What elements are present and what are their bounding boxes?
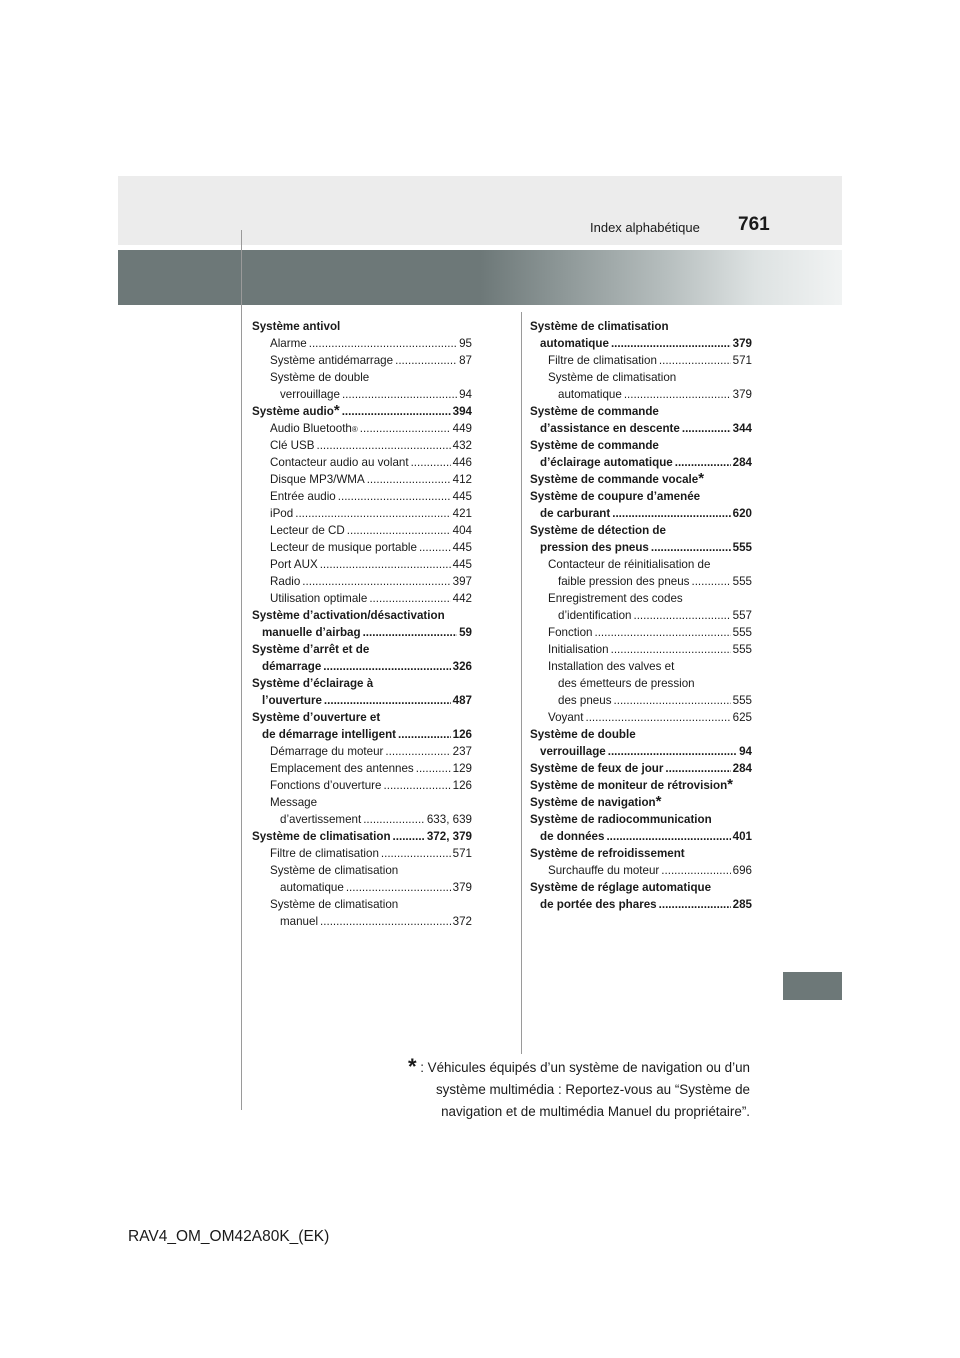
dot-leader: [393, 828, 425, 845]
index-entry-page: 571: [452, 847, 472, 860]
index-entry-text: Système antidémarrage: [270, 354, 394, 367]
index-entry: [530, 811, 752, 828]
dot-leader: [691, 573, 730, 590]
index-entry-text: Système de radiocommunication: [530, 813, 712, 826]
index-entry-text: Surchauffe du moteur: [548, 864, 660, 877]
index-entry-page: 555: [732, 626, 752, 639]
index-entry-page: 372, 379: [426, 830, 472, 843]
index-entry: [530, 454, 752, 471]
index-entry: [530, 760, 752, 777]
index-entry-text: Système de climatisation: [252, 830, 391, 843]
index-entry-text: Démarrage du moteur: [270, 745, 384, 758]
index-entry: [530, 318, 752, 335]
index-entry-text: Système de climatisation: [548, 371, 677, 384]
dot-leader: [665, 760, 730, 777]
index-entry-text: Système de double: [530, 728, 636, 741]
index-entry-text: Système de feux de jour: [530, 762, 664, 775]
index-entry: [252, 828, 472, 845]
section-title: Index alphabétique: [590, 220, 700, 235]
index-entry: [252, 335, 472, 352]
index-entry-page: 625: [732, 711, 752, 724]
index-entry: [252, 369, 472, 386]
index-entry: [252, 896, 472, 913]
index-entry-text: Système d’ouverture et: [252, 711, 381, 724]
index-entry-text: Système de commande: [530, 405, 659, 418]
document-code: RAV4_OM_OM42A80K_(EK): [128, 1228, 330, 1245]
footnote-line-2: système multimédia : Reportez-vous au “Système de: [435, 1082, 750, 1097]
index-entry-page: 94: [739, 745, 752, 758]
index-entry-page: 397: [452, 575, 472, 588]
index-entry-page: 126: [452, 779, 472, 792]
index-entry-text: Lecteur de CD: [270, 524, 345, 537]
index-entry: [252, 726, 472, 743]
index-entry: [252, 556, 472, 573]
index-entry-text: Lecteur de musique portable: [270, 541, 417, 554]
header-band: [118, 176, 842, 245]
index-entry-page: 571: [732, 354, 752, 367]
index-entry: [252, 641, 472, 658]
dot-leader: [367, 471, 451, 488]
dot-leader: [633, 607, 730, 624]
index-entry-text: de carburant: [540, 507, 611, 520]
index-entry: [252, 624, 472, 641]
dot-leader: [416, 760, 451, 777]
index-entry-text: Fonctions d’ouverture: [270, 779, 382, 792]
footnote-star-icon: *: [407, 1054, 417, 1079]
index-entry-page: 285: [732, 898, 752, 911]
index-entry: [530, 437, 752, 454]
index-entry-text: Système d’arrêt et de: [252, 643, 370, 656]
index-entry-text: Clé USB: [270, 439, 315, 452]
index-entry: [252, 743, 472, 760]
index-entry: [530, 879, 752, 896]
index-entry: [252, 692, 472, 709]
footnote: [330, 1056, 750, 1123]
index-entry: [252, 879, 472, 896]
index-entry: Système de moniteur de rétrovision *: [530, 776, 733, 793]
index-entry-text: l’ouverture: [262, 694, 322, 707]
index-entry-page: 446: [452, 456, 472, 469]
index-entry-page: 394: [452, 405, 472, 418]
index-entry-page: 449: [452, 422, 472, 435]
index-entry-text: Système audio: [252, 405, 334, 418]
index-entry-page: 633, 639: [426, 813, 472, 826]
index-entry: [530, 386, 752, 403]
index-entry-page: 95: [459, 337, 472, 350]
dot-leader: [585, 709, 730, 726]
dot-leader: [608, 743, 737, 760]
index-entry-text: Système d’activation/désactivation: [252, 609, 445, 622]
index-entry-page: 326: [452, 660, 472, 673]
index-entry: [252, 777, 472, 794]
index-entry: [252, 318, 472, 335]
index-entry-page: 379: [732, 388, 752, 401]
index-entry-page: 379: [452, 881, 472, 894]
index-entry: [530, 420, 752, 437]
index-entry-text: d’assistance en descente: [540, 422, 680, 435]
index-entry: [530, 624, 752, 641]
index-entry-page: 401: [732, 830, 752, 843]
page-number: 761: [738, 214, 770, 235]
dot-leader: [295, 505, 450, 522]
index-entry-text: Système de coupure d’amenée: [530, 490, 701, 503]
index-entry: [530, 658, 752, 675]
dot-leader: [347, 522, 451, 539]
index-entry: [252, 573, 472, 590]
index-entry-page: 284: [732, 456, 752, 469]
dot-leader: [659, 896, 731, 913]
index-entry: [252, 454, 472, 471]
index-entry-text: Emplacement des antennes: [270, 762, 414, 775]
index-entry-text: manuel: [280, 915, 319, 928]
index-entry-text: verrouillage: [280, 388, 340, 401]
index-column-right: [530, 318, 752, 913]
dot-leader: [381, 845, 451, 862]
index-entry-page: 284: [732, 762, 752, 775]
index-entry-page: 372: [452, 915, 472, 928]
dot-leader: [659, 352, 731, 369]
index-column-left: [252, 318, 472, 930]
dot-leader: [324, 692, 451, 709]
index-entry-page: 620: [732, 507, 752, 520]
index-entry: [530, 641, 752, 658]
index-entry: [530, 403, 752, 420]
footnote-line-1: * : Véhicules équipés d’un système de navigation ou d’un: [407, 1054, 750, 1079]
index-entry: [530, 896, 752, 913]
index-entry: [530, 607, 752, 624]
dot-leader: [594, 624, 730, 641]
dot-leader: [320, 556, 451, 573]
index-entry: [252, 471, 472, 488]
index-entry-page: 696: [732, 864, 752, 877]
index-entry-page: 59: [459, 626, 472, 639]
index-entry-text: Système d’éclairage à: [252, 677, 374, 690]
index-entry: [530, 862, 752, 879]
index-entry-page: 404: [452, 524, 472, 537]
index-entry-text: pression des pneus: [540, 541, 649, 554]
index-entry: [252, 675, 472, 692]
index-entry-text: démarrage: [262, 660, 322, 673]
dot-leader: [342, 386, 457, 403]
left-margin-rule: [241, 230, 242, 1110]
index-entry-page: 412: [452, 473, 472, 486]
index-entry-page: 344: [732, 422, 752, 435]
index-entry: [530, 675, 752, 692]
header-gradient-band: [118, 250, 842, 305]
dot-leader: [384, 777, 451, 794]
index-entry: [252, 760, 472, 777]
index-entry-text: Voyant: [548, 711, 584, 724]
dot-leader: [346, 879, 451, 896]
dot-leader: [419, 539, 451, 556]
index-entry: [530, 352, 752, 369]
index-entry: [252, 913, 472, 930]
index-entry-text: Système de commande vocale: [530, 473, 699, 486]
index-entry-text: Initialisation: [548, 643, 609, 656]
dot-leader: [606, 828, 730, 845]
dot-leader: [342, 403, 451, 420]
index-entry: Système de commande vocale *: [530, 470, 705, 487]
index-entry: [252, 794, 472, 811]
index-entry-text: verrouillage: [540, 745, 606, 758]
index-entry-page: 442: [452, 592, 472, 605]
index-entry-text: Entrée audio: [270, 490, 336, 503]
dot-leader: [614, 692, 731, 709]
index-entry: [252, 352, 472, 369]
dot-leader: [309, 335, 457, 352]
index-entry-text: Système de navigation: [530, 796, 656, 809]
dot-leader: [611, 641, 731, 658]
index-entry-text: Installation des valves et: [548, 660, 675, 673]
index-entry-text: Système de double: [270, 371, 370, 384]
index-entry-page: 126: [452, 728, 472, 741]
registered-mark-icon: ®: [351, 425, 358, 434]
index-entry-text: d’avertissement: [280, 813, 362, 826]
footnote-line-3: navigation et de multimédia Manuel du propriétaire”.: [441, 1104, 750, 1119]
index-entry: [530, 828, 752, 845]
index-entry-text: Système de refroidissement: [530, 847, 685, 860]
index-entry: [252, 709, 472, 726]
dot-leader: [360, 420, 451, 437]
index-entry-text: manuelle d’airbag: [262, 626, 361, 639]
index-entry-page: 129: [452, 762, 472, 775]
dot-leader: [363, 624, 458, 641]
dot-leader: [661, 862, 730, 879]
index-entry-text: Alarme: [270, 337, 307, 350]
dot-leader: [316, 437, 450, 454]
index-entry: Système de navigation *: [530, 793, 662, 810]
index-entry: [252, 658, 472, 675]
index-entry: [530, 539, 752, 556]
index-entry: [252, 386, 472, 403]
dot-leader: [338, 488, 451, 505]
index-entry-page: 555: [732, 575, 752, 588]
index-entry-text: Message: [270, 796, 318, 809]
dot-leader: [302, 573, 450, 590]
dot-leader: [385, 743, 450, 760]
index-entry-text: Contacteur audio au volant: [270, 456, 409, 469]
index-entry-text: de démarrage intelligent: [262, 728, 397, 741]
index-entry-page: 555: [732, 643, 752, 656]
index-entry: [252, 437, 472, 454]
index-entry: [530, 573, 752, 590]
index-entry-page: 421: [452, 507, 472, 520]
index-entry: [530, 335, 752, 352]
index-entry-text: Fonction: [548, 626, 593, 639]
index-entry: [252, 505, 472, 522]
index-entry: [252, 845, 472, 862]
index-entry-text: Système de climatisation: [270, 898, 399, 911]
index-entry-text: automatique: [280, 881, 344, 894]
index-entry-text: Filtre de climatisation: [270, 847, 379, 860]
index-entry-text: Audio Bluetooth: [270, 422, 352, 435]
dot-leader: [611, 335, 731, 352]
index-entry-text: Utilisation optimale: [270, 592, 368, 605]
index-entry-text: d’identification: [558, 609, 632, 622]
index-entry-text: Radio: [270, 575, 301, 588]
index-entry-text: automatique: [558, 388, 622, 401]
index-entry-text: Disque MP3/WMA: [270, 473, 365, 486]
index-entry-text: Enregistrement des codes: [548, 592, 683, 605]
index-entry: [252, 488, 472, 505]
index-entry: [530, 743, 752, 760]
index-entry: [530, 522, 752, 539]
index-entry: [530, 488, 752, 505]
index-entry: [530, 845, 752, 862]
index-entry-page: 379: [732, 337, 752, 350]
index-entry-page: 237: [452, 745, 472, 758]
dot-leader: [682, 420, 731, 437]
index-entry: [252, 420, 472, 437]
index-entry-text: automatique: [540, 337, 609, 350]
index-entry-text: Système de détection de: [530, 524, 666, 537]
dot-leader: [675, 454, 731, 471]
index-entry-page: 445: [452, 490, 472, 503]
index-entry-text: Port AUX: [270, 558, 318, 571]
dot-leader: [369, 590, 450, 607]
index-entry-page: 445: [452, 541, 472, 554]
dot-leader: [395, 352, 457, 369]
index-entry-text: Système de moniteur de rétrovision: [530, 779, 728, 792]
index-entry: [252, 607, 472, 624]
dot-leader: [651, 539, 731, 556]
index-entry-text: de données: [540, 830, 605, 843]
dot-leader: [624, 386, 731, 403]
index-entry-text: des pneus: [558, 694, 612, 707]
index-entry-text: Système de climatisation: [530, 320, 669, 333]
dot-leader: [363, 811, 425, 828]
index-entry-text: Système de réglage automatique: [530, 881, 712, 894]
index-entry-text: Système de climatisation: [270, 864, 399, 877]
index-entry: Système audio * ..... 394: [252, 403, 472, 420]
index-entry-text: de portée des phares: [540, 898, 657, 911]
index-entry-text: Système antivol: [252, 320, 341, 333]
index-entry-page: 87: [459, 354, 472, 367]
index-entry-page: 94: [459, 388, 472, 401]
index-entry-page: 557: [732, 609, 752, 622]
dot-leader: [323, 658, 450, 675]
index-entry-text: Filtre de climatisation: [548, 354, 657, 367]
index-entry-page: 487: [452, 694, 472, 707]
index-entry: [530, 556, 752, 573]
index-entry: [530, 709, 752, 726]
index-entry-page: 445: [452, 558, 472, 571]
index-entry-page: 555: [732, 694, 752, 707]
index-entry: [252, 862, 472, 879]
chapter-tab-marker: [783, 972, 842, 1000]
column-divider: [521, 312, 522, 1054]
index-entry: [530, 692, 752, 709]
dot-leader: [411, 454, 451, 471]
index-entry: [530, 590, 752, 607]
index-entry: [530, 726, 752, 743]
dot-leader: [612, 505, 730, 522]
index-entry: [252, 811, 472, 828]
index-entry-text: des émetteurs de pression: [558, 677, 695, 690]
index-entry: [252, 590, 472, 607]
index-entry-text: iPod: [270, 507, 294, 520]
index-entry-page: 432: [452, 439, 472, 452]
index-entry-text: faible pression des pneus: [558, 575, 690, 588]
index-entry: [530, 369, 752, 386]
index-entry-text: Système de commande: [530, 439, 659, 452]
dot-leader: [320, 913, 451, 930]
index-entry-text: d’éclairage automatique: [540, 456, 673, 469]
index-entry: [252, 522, 472, 539]
dot-leader: [398, 726, 451, 743]
index-entry-page: 555: [732, 541, 752, 554]
index-entry-text: Contacteur de réinitialisation de: [548, 558, 711, 571]
index-entry: [530, 505, 752, 522]
index-entry: [252, 539, 472, 556]
